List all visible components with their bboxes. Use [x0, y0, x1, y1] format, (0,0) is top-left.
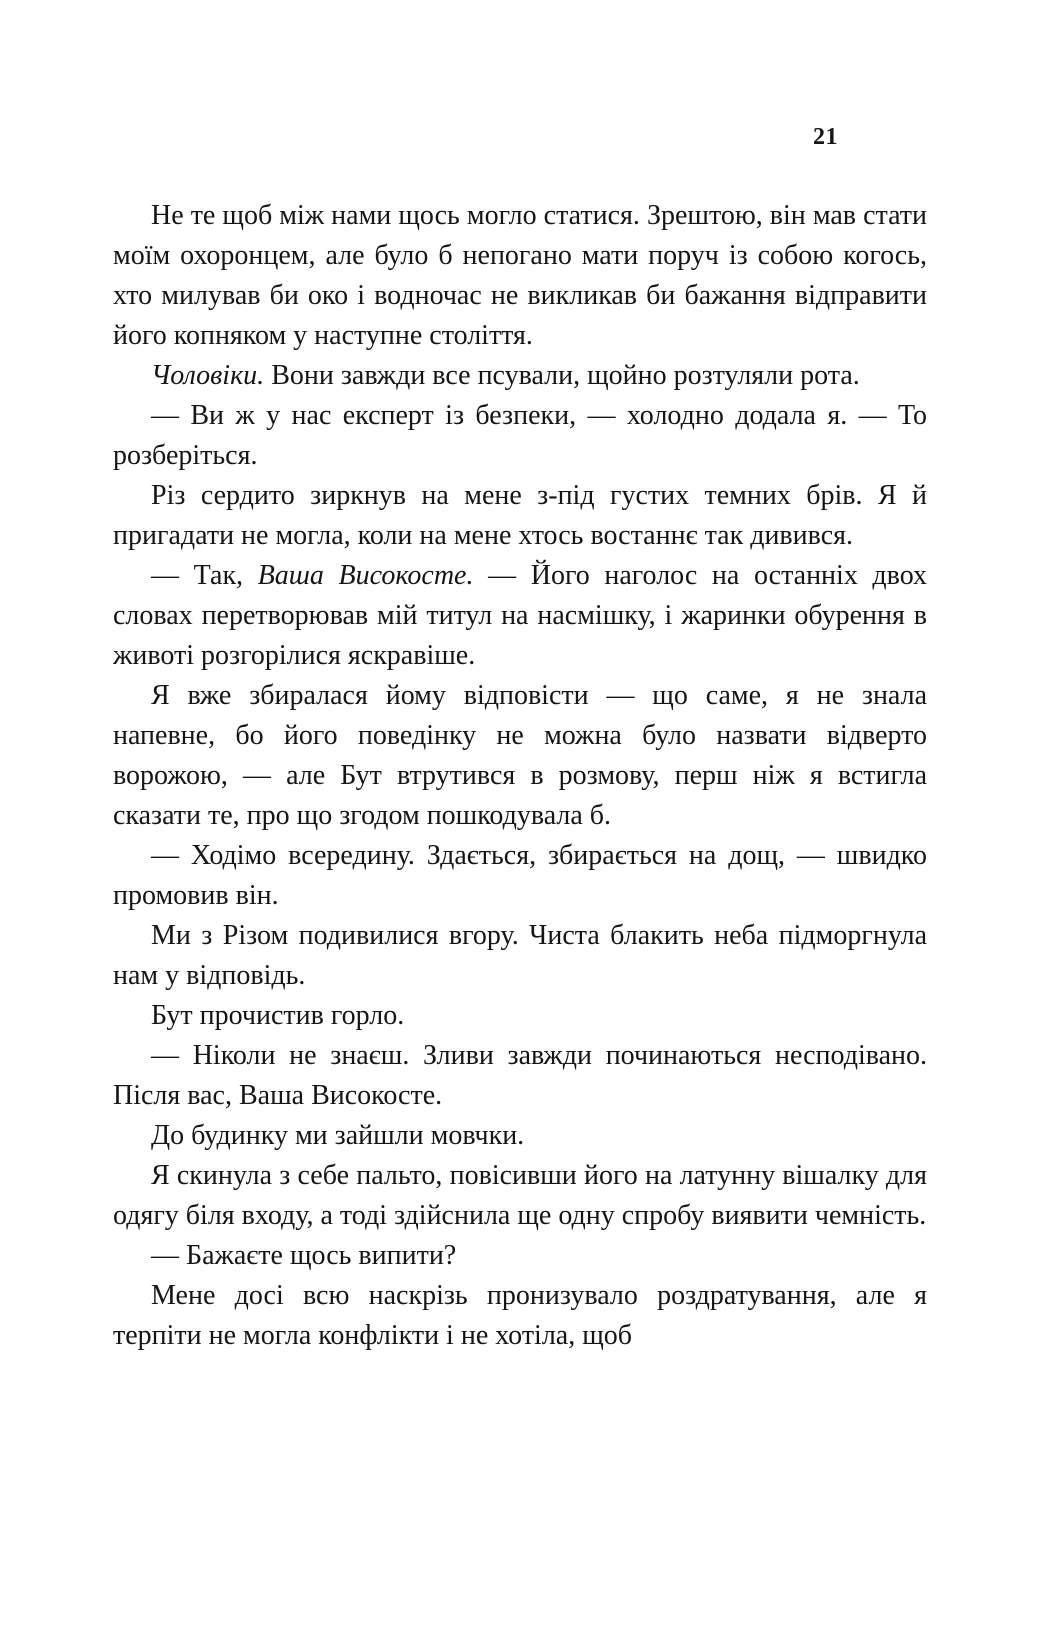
paragraph [113, 356, 927, 396]
text-segment: — Так, [151, 560, 258, 591]
text-segment: Ми з Різом подивилися вгору. Чиста блакить неба підморгнула нам у відповідь. [113, 920, 927, 991]
paragraph [113, 676, 927, 836]
italic-text: Чоловіки. [151, 360, 265, 391]
paragraph [113, 996, 927, 1036]
text-segment: Бут прочистив горло. [151, 1000, 405, 1031]
text-segment: — Бажаєте щось випити? [151, 1240, 457, 1271]
text-segment: Мене досі всю наскрізь пронизувало роздратування, але я терпіти не могла конфлікти і не хотіла, щоб [113, 1280, 927, 1351]
text-segment: Вони завжди все псували, щойно розтуляли рота. [264, 360, 860, 391]
paragraph [113, 1036, 927, 1116]
text-segment: Я вже збиралася йому відповісти — що саме, я не знала напевне, бо його поведінку не можна було назвати відверто ворожою, — але Бут втрутився в розмову, перш ніж я встигла сказати те, про що згодом пошкодувала б. [113, 680, 927, 831]
italic-text: Ваша Високосте. [257, 560, 474, 591]
page-number: 21 [813, 124, 838, 150]
text-segment: — Його наголос на останніх двох словах перетворював мій титул на насмішку, і жаринки обурення в животі розгорілися яскравіше. [113, 560, 928, 671]
text-segment: — Ніколи не знаєш. Зливи завжди починаються несподівано. Після вас, Ваша Високосте. [113, 1040, 927, 1111]
text-segment: — Ходімо всередину. Здається, збирається на дощ, — швидко промовив він. [113, 840, 927, 911]
paragraph [113, 1236, 927, 1276]
paragraph [113, 396, 927, 476]
text-segment: Я скинула з себе пальто, повісивши його на латунну вішалку для одягу біля входу, а тоді здійснила ще одну спробу виявити чемність. [113, 1160, 927, 1231]
text-segment: Не те щоб між нами щось могло статися. Зрештою, він мав стати моїм охоронцем, але було б непогано мати поруч із собою когось, хто милував би око і водночас не викликав би бажання відправити його копняком у наступне століття. [113, 200, 927, 351]
paragraph [113, 196, 927, 356]
paragraph [113, 836, 927, 916]
paragraph [113, 1116, 927, 1156]
text-segment: До будинку ми зайшли мовчки. [151, 1120, 525, 1151]
text-segment: — Ви ж у нас експерт із безпеки, — холодно додала я. — То розберіться. [113, 400, 927, 471]
text-segment: Різ сердито зиркнув на мене з-під густих темних брів. Я й пригадати не могла, коли на мене хтось востаннє так дивився. [113, 480, 927, 551]
paragraph [113, 476, 927, 556]
paragraph [113, 1156, 927, 1236]
paragraph [113, 556, 927, 676]
paragraph [113, 916, 927, 996]
page-text [113, 196, 927, 1356]
paragraph [113, 1276, 927, 1356]
